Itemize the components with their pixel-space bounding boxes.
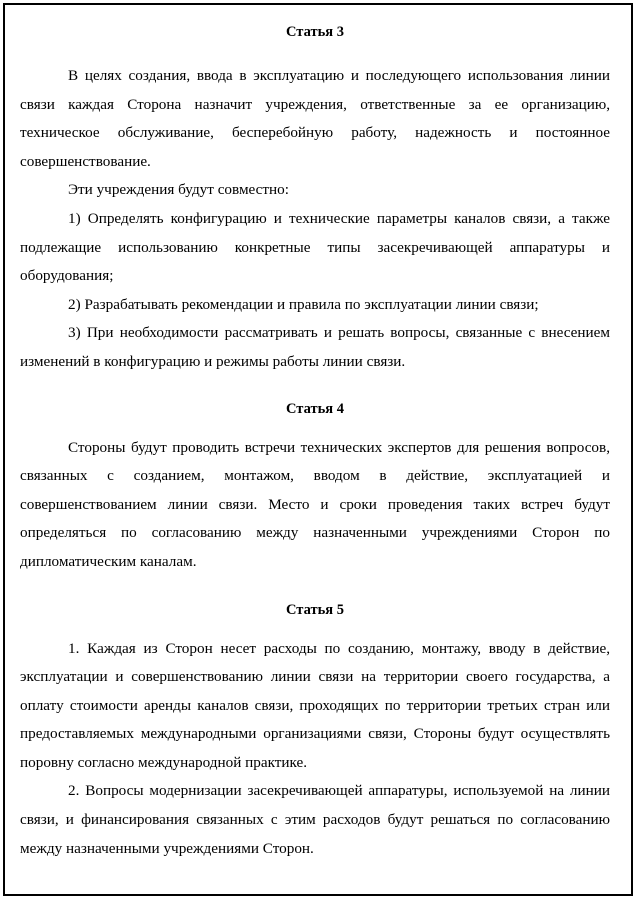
article-3-paragraph-5: 3) При необходимости рассматривать и решать вопросы, связанные с внесением изменений в конфигурацию и режимы работы линии связи. <box>20 324 610 370</box>
article-3 <box>20 22 610 377</box>
article-4-paragraph-1: Стороны будут проводить встречи технических экспертов для решения вопросов, связанных с созданием, монтажом, вводом в действие, эксплуатацией и совершенствованием линии связи. Место и сроки проведения таких встреч будут определяться по согласованию между назначенными учреждениями Сторон по дипломатическим каналам. <box>20 438 610 570</box>
article-4-text <box>20 434 610 577</box>
article-3-paragraph-1: В целях создания, ввода в эксплуатацию и последующего использования линии связи каждая Сторона назначит учреждения, ответственные за ее организацию, техническое обслуживание, бесперебойную работу, надежность и постоянное совершенствование. <box>20 67 610 170</box>
article-4 <box>20 399 610 577</box>
document-body <box>20 20 610 863</box>
article-5-paragraph-1: 1. Каждая из Сторон несет расходы по созданию, монтажу, вводу в действие, эксплуатации и совершенствованию линии связи на территории своего государства, а оплату стоимости аренды каналов связи, проходящих по территории третьих стран или предоставляемых международными организациями связи, Стороны будут осуществлять поровну согласно международной практике. <box>20 639 610 771</box>
article-5-text <box>20 635 610 864</box>
article-5 <box>20 600 610 864</box>
article-3-text <box>20 62 610 377</box>
article-3-paragraph-3: 1) Определять конфигурацию и технические параметры каналов связи, а также подлежащие использованию конкретные типы засекречивающей аппаратуры и оборудования; <box>20 209 610 285</box>
article-3-title: Статья 3 <box>286 24 344 40</box>
article-3-paragraph-4: 2) Разрабатывать рекомендации и правила по эксплуатации линии связи; <box>68 295 539 313</box>
article-4-title: Статья 4 <box>286 400 344 417</box>
article-5-title: Статья 5 <box>286 601 344 618</box>
article-3-paragraph-2: Эти учреждения будут совместно: <box>68 181 289 199</box>
article-5-paragraph-2: 2. Вопросы модернизации засекречивающей аппаратуры, используемой на линии связи, и финансирования связанных с этим расходов будут решаться по согласованию между назначенными учреждениями Сторон. <box>20 782 610 857</box>
